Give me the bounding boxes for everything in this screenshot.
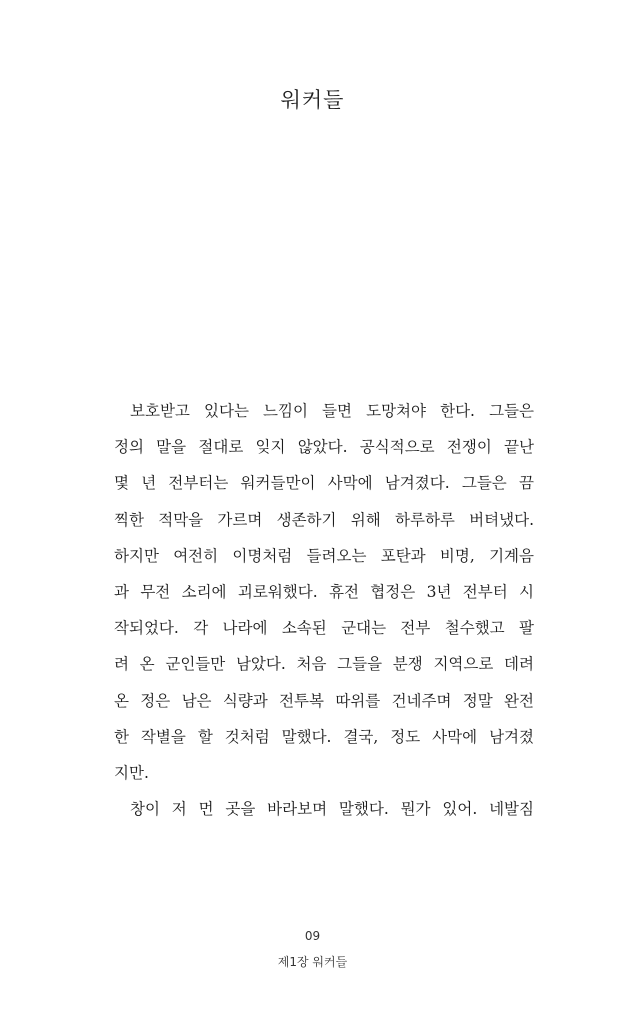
text-line: 찍한 적막을 가르며 생존하기 위해 하루하루 버텨냈다.	[114, 510, 534, 529]
page-title: 워커들	[280, 88, 345, 112]
text-line: 지만.	[114, 763, 149, 782]
body-text	[114, 393, 534, 827]
text-line: 정의 말을 절대로 잊지 않았다. 공식적으로 전쟁이 끝난	[114, 438, 534, 457]
chapter-footer: 제1장 워커들	[277, 955, 348, 969]
text-line: 몇 년 전부터는 워커들만이 사막에 남겨졌다. 그들은 끔	[114, 474, 534, 493]
text-line: 작되었다. 각 나라에 소속된 군대는 전부 철수했고 팔	[114, 619, 534, 638]
page-number: 09	[304, 929, 321, 943]
text-line: 보호받고 있다는 느낌이 들면 도망쳐야 한다. 그들은	[130, 402, 534, 420]
text-line: 온 정은 남은 식량과 전투복 따위를 건네주며 정말 완전	[114, 691, 534, 710]
text-line: 과 무전 소리에 괴로워했다. 휴전 협정은 3년 전부터 시	[114, 582, 534, 601]
text-line: 창이 저 먼 곳을 바라보며 말했다. 뭔가 있어. 네발짐	[130, 800, 534, 819]
text-line: 려 온 군인들만 남았다. 처음 그들을 분쟁 지역으로 데려	[114, 655, 534, 674]
text-line: 한 작별을 할 것처럼 말했다. 결국, 정도 사막에 남겨졌	[114, 727, 534, 746]
text-line: 하지만 여전히 이명처럼 들려오는 포탄과 비명, 기계음	[114, 546, 534, 565]
